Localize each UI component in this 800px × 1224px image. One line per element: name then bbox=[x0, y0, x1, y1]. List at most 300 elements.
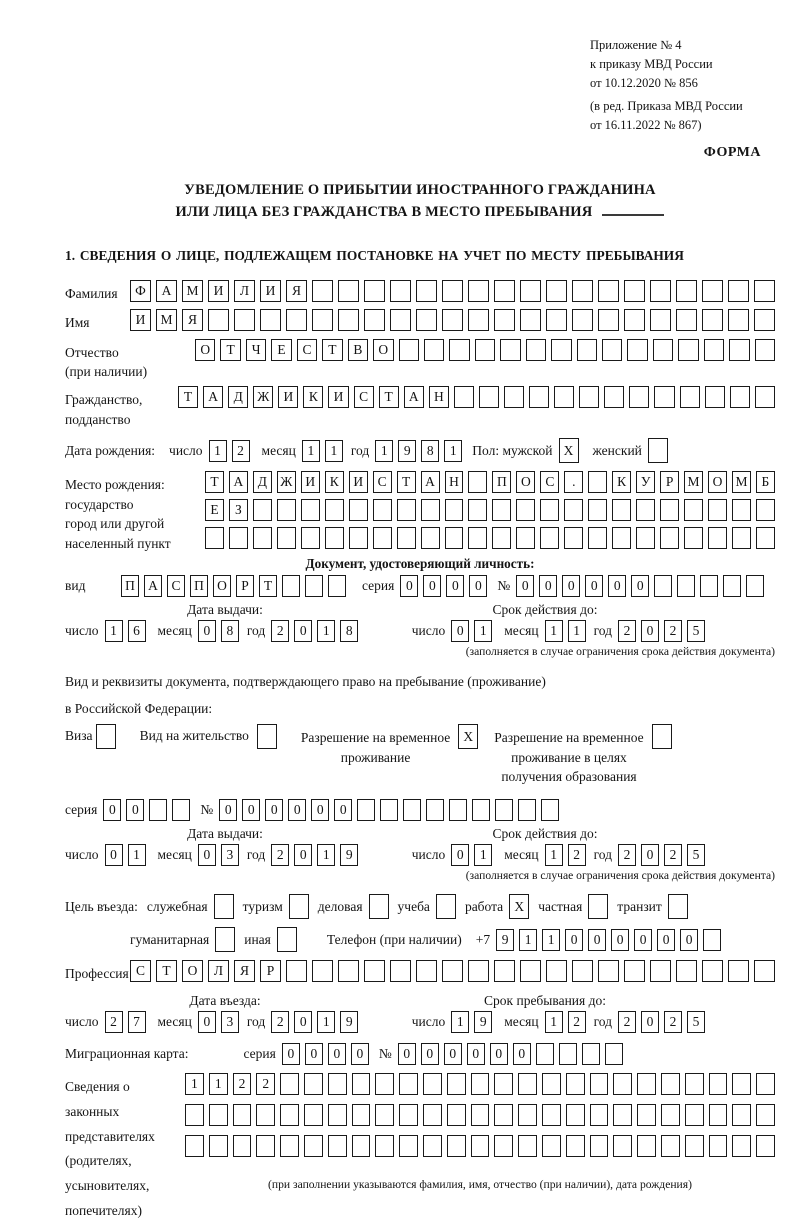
doc-issue-year-cell[interactable]: 0 bbox=[294, 620, 312, 642]
doc-valid-year-cell[interactable]: 2 bbox=[664, 620, 682, 642]
birthplace-cell[interactable] bbox=[301, 499, 320, 521]
permit-issue-year-cell[interactable]: 9 bbox=[340, 844, 358, 866]
representative-cell[interactable] bbox=[494, 1135, 513, 1157]
permit-issue-month-cell[interactable]: 3 bbox=[221, 844, 239, 866]
migcard-number-cell[interactable] bbox=[605, 1043, 623, 1065]
representative-cell[interactable] bbox=[732, 1104, 751, 1126]
profession-cell[interactable] bbox=[702, 960, 723, 982]
birthplace-cell[interactable] bbox=[421, 527, 440, 549]
representative-cell[interactable] bbox=[494, 1104, 513, 1126]
doc-number-cell[interactable] bbox=[746, 575, 764, 597]
birthplace-cell[interactable] bbox=[421, 499, 440, 521]
profession-cell[interactable] bbox=[520, 960, 541, 982]
phone-digit-cell[interactable]: 0 bbox=[657, 929, 675, 951]
patronymic-cell[interactable] bbox=[653, 339, 673, 361]
representative-cell[interactable] bbox=[542, 1135, 561, 1157]
permit-valid-year-cell[interactable]: 2 bbox=[618, 844, 636, 866]
birthplace-cell[interactable] bbox=[349, 499, 368, 521]
doc-issue-day-cell[interactable]: 1 bbox=[105, 620, 123, 642]
patronymic-cell[interactable] bbox=[755, 339, 775, 361]
birthplace-cell[interactable]: А bbox=[421, 471, 440, 493]
representative-cell[interactable] bbox=[399, 1073, 418, 1095]
citizenship-cell[interactable] bbox=[504, 386, 524, 408]
representative-cell[interactable] bbox=[328, 1135, 347, 1157]
birthplace-cell[interactable] bbox=[684, 527, 703, 549]
birthplace-cell[interactable] bbox=[588, 527, 607, 549]
surname-cell[interactable] bbox=[546, 280, 567, 302]
representative-cell[interactable] bbox=[304, 1073, 323, 1095]
representative-cell[interactable] bbox=[209, 1135, 228, 1157]
citizenship-cell[interactable] bbox=[579, 386, 599, 408]
representative-cell[interactable] bbox=[709, 1104, 728, 1126]
representative-cell[interactable] bbox=[685, 1073, 704, 1095]
migcard-number-cell[interactable]: 0 bbox=[490, 1043, 508, 1065]
permit-valid-month-cell[interactable]: 1 bbox=[545, 844, 563, 866]
birthplace-cell[interactable] bbox=[397, 527, 416, 549]
representative-cell[interactable] bbox=[471, 1104, 490, 1126]
birthplace-cell[interactable]: П bbox=[492, 471, 511, 493]
birthplace-cell[interactable] bbox=[325, 499, 344, 521]
birthplace-cell[interactable] bbox=[277, 499, 296, 521]
birthplace-cell[interactable] bbox=[445, 527, 464, 549]
representative-cell[interactable] bbox=[233, 1135, 252, 1157]
representative-cell[interactable] bbox=[542, 1104, 561, 1126]
name-cell[interactable] bbox=[208, 309, 229, 331]
representative-cell[interactable] bbox=[613, 1073, 632, 1095]
name-cell[interactable] bbox=[728, 309, 749, 331]
name-cell[interactable] bbox=[338, 309, 359, 331]
birthplace-cell[interactable]: Е bbox=[205, 499, 224, 521]
phone-digit-cell[interactable]: 9 bbox=[496, 929, 514, 951]
phone-digit-cell[interactable]: 1 bbox=[542, 929, 560, 951]
name-cell[interactable] bbox=[598, 309, 619, 331]
surname-cell[interactable]: Ф bbox=[130, 280, 151, 302]
purpose-study-checkbox[interactable] bbox=[436, 894, 456, 919]
patronymic-cell[interactable]: С bbox=[297, 339, 317, 361]
patronymic-cell[interactable] bbox=[577, 339, 597, 361]
doc-series-cell[interactable]: 0 bbox=[400, 575, 418, 597]
profession-cell[interactable]: Л bbox=[208, 960, 229, 982]
name-cell[interactable] bbox=[416, 309, 437, 331]
representative-cell[interactable] bbox=[590, 1073, 609, 1095]
permit-issue-year-cell[interactable]: 0 bbox=[294, 844, 312, 866]
citizenship-cell[interactable] bbox=[705, 386, 725, 408]
representative-cell[interactable] bbox=[566, 1135, 585, 1157]
doc-issue-day-cell[interactable]: 6 bbox=[128, 620, 146, 642]
birthplace-cell[interactable]: Б bbox=[756, 471, 775, 493]
name-cell[interactable] bbox=[364, 309, 385, 331]
representative-cell[interactable] bbox=[304, 1104, 323, 1126]
birthplace-cell[interactable] bbox=[349, 527, 368, 549]
purpose-other-checkbox[interactable] bbox=[277, 927, 297, 952]
birthplace-cell[interactable]: З bbox=[229, 499, 248, 521]
doc-issue-year-cell[interactable]: 2 bbox=[271, 620, 289, 642]
citizenship-cell[interactable] bbox=[629, 386, 649, 408]
representative-cell[interactable] bbox=[661, 1104, 680, 1126]
name-cell[interactable] bbox=[520, 309, 541, 331]
entry-month-cell[interactable]: 3 bbox=[221, 1011, 239, 1033]
doc-kind-cell[interactable]: П bbox=[190, 575, 208, 597]
temp-residence-checkbox[interactable]: X bbox=[458, 724, 478, 749]
entry-year-cell[interactable]: 0 bbox=[294, 1011, 312, 1033]
name-cell[interactable] bbox=[546, 309, 567, 331]
birth-month-cell[interactable]: 1 bbox=[302, 440, 320, 462]
birthplace-cell[interactable] bbox=[445, 499, 464, 521]
representative-cell[interactable] bbox=[423, 1104, 442, 1126]
surname-cell[interactable]: М bbox=[182, 280, 203, 302]
permit-issue-month-cell[interactable]: 0 bbox=[198, 844, 216, 866]
surname-cell[interactable] bbox=[494, 280, 515, 302]
surname-cell[interactable] bbox=[624, 280, 645, 302]
representative-cell[interactable] bbox=[590, 1104, 609, 1126]
permit-number-cell[interactable] bbox=[495, 799, 513, 821]
doc-issue-year-cell[interactable]: 8 bbox=[340, 620, 358, 642]
birthplace-cell[interactable]: А bbox=[229, 471, 248, 493]
phone-digit-cell[interactable]: 0 bbox=[680, 929, 698, 951]
doc-number-cell[interactable] bbox=[723, 575, 741, 597]
migcard-number-cell[interactable]: 0 bbox=[467, 1043, 485, 1065]
representative-cell[interactable] bbox=[399, 1104, 418, 1126]
patronymic-cell[interactable] bbox=[449, 339, 469, 361]
name-cell[interactable] bbox=[494, 309, 515, 331]
representative-cell[interactable] bbox=[756, 1135, 775, 1157]
profession-cell[interactable] bbox=[728, 960, 749, 982]
representative-cell[interactable]: 2 bbox=[233, 1073, 252, 1095]
profession-cell[interactable] bbox=[312, 960, 333, 982]
permit-number-cell[interactable]: 0 bbox=[311, 799, 329, 821]
citizenship-cell[interactable] bbox=[454, 386, 474, 408]
permit-number-cell[interactable]: 0 bbox=[219, 799, 237, 821]
birthplace-cell[interactable] bbox=[253, 499, 272, 521]
doc-kind-cell[interactable]: О bbox=[213, 575, 231, 597]
permit-number-cell[interactable]: 0 bbox=[334, 799, 352, 821]
birthplace-cell[interactable]: К bbox=[612, 471, 631, 493]
patronymic-cell[interactable] bbox=[526, 339, 546, 361]
surname-cell[interactable] bbox=[468, 280, 489, 302]
surname-cell[interactable] bbox=[364, 280, 385, 302]
profession-cell[interactable] bbox=[546, 960, 567, 982]
migcard-series-cell[interactable]: 0 bbox=[328, 1043, 346, 1065]
surname-cell[interactable]: А bbox=[156, 280, 177, 302]
surname-cell[interactable]: И bbox=[260, 280, 281, 302]
patronymic-cell[interactable] bbox=[399, 339, 419, 361]
profession-cell[interactable] bbox=[364, 960, 385, 982]
birthplace-cell[interactable] bbox=[612, 527, 631, 549]
profession-cell[interactable]: С bbox=[130, 960, 151, 982]
representative-cell[interactable] bbox=[494, 1073, 513, 1095]
birth-year-cell[interactable]: 9 bbox=[398, 440, 416, 462]
birthplace-cell[interactable]: М bbox=[732, 471, 751, 493]
phone-digit-cell[interactable]: 0 bbox=[565, 929, 583, 951]
birthplace-cell[interactable] bbox=[277, 527, 296, 549]
surname-cell[interactable] bbox=[676, 280, 697, 302]
purpose-business-checkbox[interactable] bbox=[369, 894, 389, 919]
name-cell[interactable] bbox=[234, 309, 255, 331]
representative-cell[interactable] bbox=[637, 1073, 656, 1095]
surname-cell[interactable] bbox=[312, 280, 333, 302]
doc-issue-month-cell[interactable]: 8 bbox=[221, 620, 239, 642]
representative-cell[interactable] bbox=[256, 1104, 275, 1126]
name-cell[interactable] bbox=[312, 309, 333, 331]
profession-cell[interactable] bbox=[624, 960, 645, 982]
phone-digit-cell[interactable]: 0 bbox=[588, 929, 606, 951]
birthplace-cell[interactable] bbox=[516, 527, 535, 549]
representative-cell[interactable]: 1 bbox=[209, 1073, 228, 1095]
doc-issue-month-cell[interactable]: 0 bbox=[198, 620, 216, 642]
stay-year-cell[interactable]: 0 bbox=[641, 1011, 659, 1033]
representative-cell[interactable] bbox=[280, 1073, 299, 1095]
permit-valid-year-cell[interactable]: 5 bbox=[687, 844, 705, 866]
migcard-series-cell[interactable]: 0 bbox=[305, 1043, 323, 1065]
birthplace-cell[interactable] bbox=[612, 499, 631, 521]
representative-cell[interactable] bbox=[352, 1104, 371, 1126]
permit-number-cell[interactable] bbox=[472, 799, 490, 821]
citizenship-cell[interactable]: А bbox=[404, 386, 424, 408]
permit-number-cell[interactable] bbox=[403, 799, 421, 821]
birthplace-cell[interactable] bbox=[732, 527, 751, 549]
representative-cell[interactable] bbox=[423, 1135, 442, 1157]
birthplace-cell[interactable]: Р bbox=[660, 471, 679, 493]
surname-cell[interactable] bbox=[702, 280, 723, 302]
entry-year-cell[interactable]: 9 bbox=[340, 1011, 358, 1033]
citizenship-cell[interactable]: С bbox=[354, 386, 374, 408]
stay-year-cell[interactable]: 2 bbox=[618, 1011, 636, 1033]
surname-cell[interactable] bbox=[416, 280, 437, 302]
permit-number-cell[interactable] bbox=[357, 799, 375, 821]
patronymic-cell[interactable] bbox=[551, 339, 571, 361]
representative-cell[interactable] bbox=[375, 1135, 394, 1157]
patronymic-cell[interactable] bbox=[627, 339, 647, 361]
permit-issue-day-cell[interactable]: 0 bbox=[105, 844, 123, 866]
representative-cell[interactable] bbox=[328, 1073, 347, 1095]
permit-number-cell[interactable] bbox=[380, 799, 398, 821]
representative-cell[interactable] bbox=[185, 1135, 204, 1157]
birthplace-cell[interactable] bbox=[684, 499, 703, 521]
birth-day-cell[interactable]: 2 bbox=[232, 440, 250, 462]
doc-valid-day-cell[interactable]: 0 bbox=[451, 620, 469, 642]
birthplace-cell[interactable] bbox=[397, 499, 416, 521]
permit-issue-day-cell[interactable]: 1 bbox=[128, 844, 146, 866]
birth-month-cell[interactable]: 1 bbox=[325, 440, 343, 462]
name-cell[interactable]: И bbox=[130, 309, 151, 331]
patronymic-cell[interactable] bbox=[475, 339, 495, 361]
doc-number-cell[interactable]: 0 bbox=[539, 575, 557, 597]
permit-number-cell[interactable]: 0 bbox=[288, 799, 306, 821]
birthplace-cell[interactable]: Т bbox=[397, 471, 416, 493]
permit-number-cell[interactable] bbox=[426, 799, 444, 821]
representative-cell[interactable] bbox=[399, 1135, 418, 1157]
citizenship-cell[interactable]: И bbox=[278, 386, 298, 408]
birthplace-cell[interactable] bbox=[636, 527, 655, 549]
birthplace-cell[interactable] bbox=[732, 499, 751, 521]
citizenship-cell[interactable]: Н bbox=[429, 386, 449, 408]
birthplace-cell[interactable] bbox=[205, 527, 224, 549]
surname-cell[interactable]: Я bbox=[286, 280, 307, 302]
representative-cell[interactable] bbox=[375, 1104, 394, 1126]
representative-cell[interactable] bbox=[732, 1135, 751, 1157]
citizenship-cell[interactable] bbox=[680, 386, 700, 408]
birthplace-cell[interactable]: И bbox=[349, 471, 368, 493]
patronymic-cell[interactable]: Е bbox=[271, 339, 291, 361]
citizenship-cell[interactable]: И bbox=[328, 386, 348, 408]
doc-number-cell[interactable]: 0 bbox=[608, 575, 626, 597]
migcard-number-cell[interactable] bbox=[559, 1043, 577, 1065]
patronymic-cell[interactable] bbox=[500, 339, 520, 361]
surname-cell[interactable] bbox=[754, 280, 775, 302]
citizenship-cell[interactable] bbox=[654, 386, 674, 408]
representative-cell[interactable] bbox=[637, 1135, 656, 1157]
birthplace-cell[interactable] bbox=[708, 527, 727, 549]
representative-cell[interactable] bbox=[661, 1073, 680, 1095]
migcard-series-cell[interactable]: 0 bbox=[282, 1043, 300, 1065]
representative-cell[interactable] bbox=[471, 1135, 490, 1157]
birthplace-cell[interactable]: О bbox=[708, 471, 727, 493]
profession-cell[interactable] bbox=[754, 960, 775, 982]
birthplace-cell[interactable]: И bbox=[301, 471, 320, 493]
permit-number-cell[interactable] bbox=[518, 799, 536, 821]
birthplace-cell[interactable]: Д bbox=[253, 471, 272, 493]
birthplace-cell[interactable] bbox=[229, 527, 248, 549]
name-cell[interactable]: М bbox=[156, 309, 177, 331]
doc-valid-year-cell[interactable]: 2 bbox=[618, 620, 636, 642]
permit-issue-year-cell[interactable]: 2 bbox=[271, 844, 289, 866]
citizenship-cell[interactable] bbox=[730, 386, 750, 408]
representative-cell[interactable]: 2 bbox=[256, 1073, 275, 1095]
surname-cell[interactable] bbox=[520, 280, 541, 302]
birthplace-cell[interactable] bbox=[564, 527, 583, 549]
representative-cell[interactable] bbox=[447, 1073, 466, 1095]
permit-series-cell[interactable] bbox=[149, 799, 167, 821]
purpose-tourism-checkbox[interactable] bbox=[289, 894, 309, 919]
phone-digit-cell[interactable] bbox=[703, 929, 721, 951]
doc-kind-cell[interactable]: С bbox=[167, 575, 185, 597]
patronymic-cell[interactable] bbox=[602, 339, 622, 361]
patronymic-cell[interactable] bbox=[704, 339, 724, 361]
profession-cell[interactable] bbox=[598, 960, 619, 982]
representative-cell[interactable] bbox=[256, 1135, 275, 1157]
purpose-private-checkbox[interactable] bbox=[588, 894, 608, 919]
birthplace-cell[interactable] bbox=[373, 499, 392, 521]
doc-kind-cell[interactable]: Р bbox=[236, 575, 254, 597]
representative-cell[interactable] bbox=[233, 1104, 252, 1126]
doc-number-cell[interactable] bbox=[677, 575, 695, 597]
profession-cell[interactable] bbox=[442, 960, 463, 982]
surname-cell[interactable]: И bbox=[208, 280, 229, 302]
birthplace-cell[interactable]: У bbox=[636, 471, 655, 493]
migcard-number-cell[interactable]: 0 bbox=[513, 1043, 531, 1065]
temp-residence-edu-checkbox[interactable] bbox=[652, 724, 672, 749]
doc-valid-month-cell[interactable]: 1 bbox=[568, 620, 586, 642]
citizenship-cell[interactable] bbox=[554, 386, 574, 408]
birthplace-cell[interactable]: . bbox=[564, 471, 583, 493]
birthplace-cell[interactable] bbox=[301, 527, 320, 549]
migcard-number-cell[interactable] bbox=[536, 1043, 554, 1065]
birth-year-cell[interactable]: 8 bbox=[421, 440, 439, 462]
citizenship-cell[interactable]: К bbox=[303, 386, 323, 408]
profession-cell[interactable] bbox=[416, 960, 437, 982]
doc-number-cell[interactable] bbox=[700, 575, 718, 597]
birthplace-cell[interactable] bbox=[468, 471, 487, 493]
doc-kind-cell[interactable] bbox=[282, 575, 300, 597]
birthplace-cell[interactable] bbox=[660, 499, 679, 521]
stay-month-cell[interactable]: 1 bbox=[545, 1011, 563, 1033]
surname-cell[interactable] bbox=[338, 280, 359, 302]
representative-cell[interactable] bbox=[590, 1135, 609, 1157]
representative-cell[interactable] bbox=[685, 1135, 704, 1157]
permit-valid-day-cell[interactable]: 1 bbox=[474, 844, 492, 866]
doc-valid-year-cell[interactable]: 0 bbox=[641, 620, 659, 642]
patronymic-cell[interactable]: О bbox=[373, 339, 393, 361]
patronymic-cell[interactable] bbox=[678, 339, 698, 361]
citizenship-cell[interactable]: А bbox=[203, 386, 223, 408]
citizenship-cell[interactable] bbox=[479, 386, 499, 408]
stay-year-cell[interactable]: 2 bbox=[664, 1011, 682, 1033]
citizenship-cell[interactable]: Т bbox=[178, 386, 198, 408]
representative-cell[interactable] bbox=[566, 1104, 585, 1126]
phone-digit-cell[interactable]: 1 bbox=[519, 929, 537, 951]
citizenship-cell[interactable] bbox=[604, 386, 624, 408]
permit-number-cell[interactable]: 0 bbox=[265, 799, 283, 821]
representative-cell[interactable] bbox=[280, 1135, 299, 1157]
stay-year-cell[interactable]: 5 bbox=[687, 1011, 705, 1033]
migcard-number-cell[interactable] bbox=[582, 1043, 600, 1065]
surname-cell[interactable] bbox=[650, 280, 671, 302]
permit-series-cell[interactable] bbox=[172, 799, 190, 821]
citizenship-cell[interactable]: Т bbox=[379, 386, 399, 408]
permit-number-cell[interactable]: 0 bbox=[242, 799, 260, 821]
residence-permit-checkbox[interactable] bbox=[257, 724, 277, 749]
birthplace-cell[interactable]: Т bbox=[205, 471, 224, 493]
patronymic-cell[interactable]: В bbox=[348, 339, 368, 361]
profession-cell[interactable]: Т bbox=[156, 960, 177, 982]
representative-cell[interactable] bbox=[637, 1104, 656, 1126]
representative-cell[interactable] bbox=[280, 1104, 299, 1126]
doc-issue-year-cell[interactable]: 1 bbox=[317, 620, 335, 642]
patronymic-cell[interactable]: Ч bbox=[246, 339, 266, 361]
stay-month-cell[interactable]: 2 bbox=[568, 1011, 586, 1033]
doc-kind-cell[interactable] bbox=[305, 575, 323, 597]
purpose-work-checkbox[interactable]: X bbox=[509, 894, 529, 919]
citizenship-cell[interactable] bbox=[755, 386, 775, 408]
permit-issue-year-cell[interactable]: 1 bbox=[317, 844, 335, 866]
name-cell[interactable] bbox=[702, 309, 723, 331]
birthplace-cell[interactable] bbox=[756, 499, 775, 521]
representative-cell[interactable] bbox=[328, 1104, 347, 1126]
representative-cell[interactable] bbox=[756, 1104, 775, 1126]
doc-number-cell[interactable]: 0 bbox=[562, 575, 580, 597]
name-cell[interactable] bbox=[260, 309, 281, 331]
representative-cell[interactable] bbox=[375, 1073, 394, 1095]
profession-cell[interactable]: О bbox=[182, 960, 203, 982]
profession-cell[interactable] bbox=[650, 960, 671, 982]
patronymic-cell[interactable] bbox=[729, 339, 749, 361]
surname-cell[interactable] bbox=[442, 280, 463, 302]
doc-number-cell[interactable]: 0 bbox=[585, 575, 603, 597]
stay-day-cell[interactable]: 1 bbox=[451, 1011, 469, 1033]
birthplace-cell[interactable]: С bbox=[540, 471, 559, 493]
birthplace-cell[interactable] bbox=[588, 499, 607, 521]
doc-kind-cell[interactable] bbox=[328, 575, 346, 597]
doc-series-cell[interactable]: 0 bbox=[469, 575, 487, 597]
patronymic-cell[interactable]: О bbox=[195, 339, 215, 361]
profession-cell[interactable] bbox=[390, 960, 411, 982]
name-cell[interactable] bbox=[572, 309, 593, 331]
surname-cell[interactable] bbox=[728, 280, 749, 302]
representative-cell[interactable] bbox=[709, 1073, 728, 1095]
entry-year-cell[interactable]: 1 bbox=[317, 1011, 335, 1033]
birth-year-cell[interactable]: 1 bbox=[444, 440, 462, 462]
representative-cell[interactable] bbox=[209, 1104, 228, 1126]
